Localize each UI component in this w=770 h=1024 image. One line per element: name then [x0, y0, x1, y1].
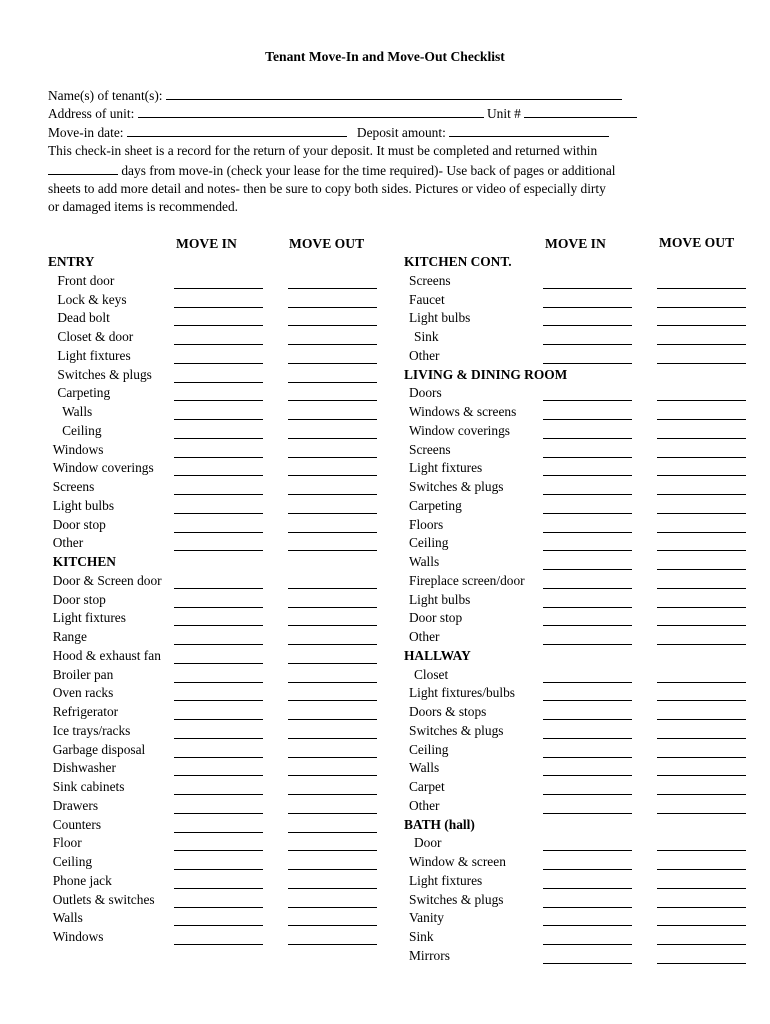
move-out-blank[interactable]: [657, 307, 746, 308]
move-in-blank[interactable]: [174, 513, 263, 514]
checklist-item-label: Screens: [409, 272, 451, 288]
section-heading: HALLWAY: [404, 647, 471, 663]
move-in-blank[interactable]: [174, 663, 263, 664]
checklist-item-label: Broiler pan: [52, 666, 114, 682]
move-out-blank[interactable]: [657, 794, 746, 795]
move-out-blank[interactable]: [657, 813, 746, 814]
move-in-blank[interactable]: [543, 438, 632, 439]
checklist-item-label: Dishwasher: [52, 760, 116, 776]
move-in-blank[interactable]: [543, 419, 632, 420]
move-in-blank[interactable]: [174, 850, 263, 851]
move-in-blank[interactable]: [543, 700, 632, 701]
deposit-field[interactable]: [449, 124, 609, 137]
move-out-blank[interactable]: [288, 944, 377, 945]
checklist-item-label: Ceiling: [62, 422, 102, 438]
checklist-item-label: Door stop: [52, 516, 106, 532]
checklist-item-label: Other: [409, 797, 440, 813]
move-in-blank[interactable]: [174, 738, 263, 739]
move-in-blank[interactable]: [543, 775, 632, 776]
checklist-item-label: Walls: [62, 404, 93, 419]
movein-date-label: Move-in date:: [48, 125, 124, 140]
section-heading: KITCHEN CONT.: [404, 254, 512, 269]
move-in-blank[interactable]: [174, 419, 263, 420]
move-in-blank[interactable]: [174, 344, 263, 345]
movein-date-field[interactable]: [127, 124, 347, 137]
checklist-item-label: Switches & plugs: [409, 479, 504, 494]
left-move-out-header: MOVE OUT: [289, 236, 365, 251]
move-in-blank[interactable]: [174, 813, 263, 814]
move-in-blank[interactable]: [543, 400, 632, 401]
move-out-blank[interactable]: [288, 607, 377, 608]
checklist-item-label: Carpet: [409, 779, 445, 794]
move-in-blank[interactable]: [543, 494, 632, 495]
move-out-blank[interactable]: [657, 344, 746, 345]
instructions-line-1: This check-in sheet is a record for the return of your deposit. It must be completed and returned within: [48, 143, 598, 158]
move-in-blank[interactable]: [543, 944, 632, 945]
move-out-blank[interactable]: [288, 775, 377, 776]
move-out-blank[interactable]: [288, 813, 377, 814]
move-out-blank[interactable]: [288, 307, 377, 308]
move-out-blank[interactable]: [288, 757, 377, 758]
move-in-blank[interactable]: [174, 775, 263, 776]
move-in-blank[interactable]: [543, 550, 632, 551]
move-out-blank[interactable]: [657, 288, 746, 289]
checklist-item-label: Light fixtures: [57, 347, 131, 363]
tenants-label: Name(s) of tenant(s):: [48, 88, 163, 103]
move-in-blank[interactable]: [543, 907, 632, 908]
move-in-blank[interactable]: [174, 588, 263, 589]
move-in-blank[interactable]: [543, 363, 632, 364]
checklist-item-label: Light bulbs: [52, 497, 115, 513]
move-out-blank[interactable]: [657, 869, 746, 870]
move-out-blank[interactable]: [657, 400, 746, 401]
checklist-item-label: Fireplace screen/door: [409, 572, 525, 588]
move-in-blank[interactable]: [543, 963, 632, 964]
move-out-blank[interactable]: [657, 850, 746, 851]
move-out-blank[interactable]: [288, 794, 377, 795]
checklist-item-label: Light fixtures: [52, 610, 126, 626]
move-out-blank[interactable]: [288, 382, 377, 383]
move-in-blank[interactable]: [543, 588, 632, 589]
checklist-item-label: Faucet: [409, 291, 445, 307]
left-move-in-header: MOVE IN: [176, 236, 237, 251]
right-move-out-header: MOVE OUT: [659, 235, 735, 250]
checklist-item-label: Hood & exhaust fan: [52, 647, 161, 663]
move-in-blank[interactable]: [174, 869, 263, 870]
move-in-blank[interactable]: [174, 400, 263, 401]
instructions-line-2: [48, 162, 616, 179]
move-in-blank[interactable]: [543, 738, 632, 739]
move-out-blank[interactable]: [657, 607, 746, 608]
right-move-in-header: MOVE IN: [545, 236, 606, 251]
address-row: [48, 105, 637, 122]
unit-field[interactable]: [524, 105, 637, 118]
move-in-blank[interactable]: [543, 644, 632, 645]
move-out-blank[interactable]: [288, 550, 377, 551]
move-out-blank[interactable]: [288, 457, 377, 458]
checklist-item-label: Floors: [409, 516, 444, 532]
checklist-item-label: Lock & keys: [57, 291, 127, 307]
move-out-blank[interactable]: [657, 532, 746, 533]
checklist-item-label: Light fixtures/bulbs: [409, 685, 516, 701]
checklist-item-label: Carpeting: [409, 497, 462, 513]
move-in-blank[interactable]: [543, 513, 632, 514]
checklist-item-label: Sink: [414, 329, 439, 344]
move-out-blank[interactable]: [657, 700, 746, 701]
move-out-blank[interactable]: [288, 907, 377, 908]
move-in-blank[interactable]: [543, 532, 632, 533]
move-out-blank[interactable]: [657, 325, 746, 326]
move-in-blank[interactable]: [543, 607, 632, 608]
move-out-blank[interactable]: [657, 550, 746, 551]
checklist-item-label: Windows: [52, 929, 104, 944]
move-out-blank[interactable]: [657, 944, 746, 945]
move-out-blank[interactable]: [288, 625, 377, 626]
instructions-line-4: or damaged items is recommended.: [48, 199, 239, 214]
move-out-blank[interactable]: [657, 457, 746, 458]
move-out-blank[interactable]: [288, 832, 377, 833]
checklist-item-label: Drawers: [52, 797, 99, 813]
move-out-blank[interactable]: [288, 850, 377, 851]
section-heading: ENTRY: [48, 254, 95, 269]
move-in-blank[interactable]: [543, 813, 632, 814]
checklist-item-label: Garbage disposal: [52, 741, 146, 757]
move-in-blank[interactable]: [174, 925, 263, 926]
move-out-blank[interactable]: [288, 344, 377, 345]
move-out-blank[interactable]: [657, 625, 746, 626]
checklist-item-label: Windows & screens: [409, 404, 517, 419]
move-out-blank[interactable]: [288, 719, 377, 720]
checklist-item-label: Screens: [52, 479, 95, 494]
checklist-item-label: Walls: [409, 554, 440, 569]
move-out-blank[interactable]: [288, 869, 377, 870]
move-in-blank[interactable]: [174, 832, 263, 833]
checklist-item-label: Walls: [409, 760, 440, 776]
checklist-item-label: Phone jack: [52, 872, 112, 888]
move-in-blank[interactable]: [174, 550, 263, 551]
move-in-blank[interactable]: [174, 325, 263, 326]
move-out-blank[interactable]: [288, 475, 377, 476]
checklist-item-label: Doors & stops: [409, 704, 487, 719]
checklist-item-label: Ice trays/racks: [52, 722, 131, 738]
move-in-blank[interactable]: [543, 757, 632, 758]
move-out-blank[interactable]: [657, 682, 746, 683]
move-in-blank[interactable]: [543, 475, 632, 476]
checklist-item-label: Light fixtures: [409, 872, 483, 888]
checklist-item-label: Window coverings: [52, 460, 154, 476]
move-out-blank[interactable]: [657, 363, 746, 364]
checklist-item-label: Ceiling: [52, 854, 93, 869]
move-in-blank[interactable]: [543, 682, 632, 683]
move-out-blank[interactable]: [657, 438, 746, 439]
checklist-item-label: Floor: [52, 835, 82, 851]
address-field[interactable]: [138, 105, 484, 118]
checklist-item-label: Walls: [52, 910, 83, 926]
move-out-blank[interactable]: [288, 400, 377, 401]
move-out-blank[interactable]: [288, 888, 377, 889]
move-out-blank[interactable]: [288, 438, 377, 439]
move-in-blank[interactable]: [543, 325, 632, 326]
checklist-item-label: Door & Screen door: [52, 572, 162, 588]
checklist-item-label: Front door: [57, 272, 115, 288]
checklist-item-label: Dead bolt: [57, 310, 110, 326]
checklist-item-label: Oven racks: [52, 685, 114, 701]
checklist-item-label: Light fixtures: [409, 460, 483, 476]
section-heading: BATH (hall): [404, 816, 475, 832]
move-in-blank[interactable]: [174, 475, 263, 476]
checklist-item-label: Doors: [409, 385, 442, 401]
checklist-item-label: Door: [414, 835, 442, 851]
document-title: Tenant Move-In and Move-Out Checklist: [265, 49, 505, 64]
checklist-item-label: Vanity: [409, 910, 444, 926]
checklist-item-label: Outlets & switches: [52, 891, 155, 907]
move-in-blank[interactable]: [174, 457, 263, 458]
checklist-item-label: Other: [409, 347, 440, 363]
checklist-item-label: Other: [409, 629, 440, 644]
move-in-blank[interactable]: [174, 625, 263, 626]
move-out-blank[interactable]: [657, 719, 746, 720]
move-in-blank[interactable]: [543, 344, 632, 345]
move-in-blank[interactable]: [543, 794, 632, 795]
address-label: Address of unit:: [48, 106, 135, 121]
tenants-field[interactable]: [166, 87, 622, 100]
section-heading: KITCHEN: [52, 554, 116, 569]
move-out-blank[interactable]: [288, 513, 377, 514]
move-in-blank[interactable]: [543, 625, 632, 626]
checklist-item-label: Closet & door: [57, 329, 134, 344]
move-out-blank[interactable]: [288, 363, 377, 364]
checklist-item-label: Windows: [52, 441, 104, 457]
move-out-blank[interactable]: [288, 663, 377, 664]
move-in-blank[interactable]: [543, 307, 632, 308]
instructions-line-2-text: days from move-in (check your lease for the time required)- Use back of pages or additional: [121, 163, 616, 178]
checklist-item-label: Door stop: [52, 591, 106, 607]
checklist-item-label: Closet: [414, 666, 449, 682]
checklist-item-label: Light bulbs: [409, 310, 471, 326]
move-in-blank[interactable]: [174, 382, 263, 383]
move-in-blank[interactable]: [174, 288, 263, 289]
move-out-blank[interactable]: [657, 644, 746, 645]
move-out-blank[interactable]: [657, 475, 746, 476]
move-out-blank[interactable]: [657, 888, 746, 889]
checklist-item-label: Switches & plugs: [409, 891, 504, 907]
move-in-blank[interactable]: [174, 532, 263, 533]
move-in-blank[interactable]: [174, 794, 263, 795]
move-in-blank[interactable]: [543, 925, 632, 926]
move-in-blank[interactable]: [174, 888, 263, 889]
move-in-blank[interactable]: [174, 907, 263, 908]
move-in-blank[interactable]: [543, 850, 632, 851]
section-heading: LIVING & DINING ROOM: [404, 366, 568, 382]
move-in-blank[interactable]: [174, 944, 263, 945]
move-in-blank[interactable]: [543, 719, 632, 720]
movein-row: [48, 124, 609, 141]
move-out-blank[interactable]: [288, 532, 377, 533]
checklist-item-label: Ceiling: [409, 535, 449, 551]
move-out-blank[interactable]: [288, 925, 377, 926]
checklist-item-label: Range: [52, 629, 87, 644]
move-in-blank[interactable]: [174, 494, 263, 495]
checklist-item-label: Window coverings: [409, 422, 510, 438]
checklist-item-label: Switches & plugs: [409, 722, 504, 738]
deposit-label: Deposit amount:: [356, 125, 446, 140]
move-in-blank[interactable]: [543, 888, 632, 889]
move-out-blank[interactable]: [288, 288, 377, 289]
move-out-blank[interactable]: [657, 757, 746, 758]
instructions-line-3: sheets to add more detail and notes- then be sure to copy both sides. Pictures or video of especially dirty: [48, 181, 606, 196]
move-in-blank[interactable]: [174, 682, 263, 683]
move-out-blank[interactable]: [288, 644, 377, 645]
checklist-item-label: Light bulbs: [409, 591, 471, 607]
move-out-blank[interactable]: [288, 588, 377, 589]
move-out-blank[interactable]: [657, 513, 746, 514]
checklist-item-label: Sink: [409, 929, 434, 944]
move-in-blank[interactable]: [174, 644, 263, 645]
move-in-blank[interactable]: [543, 569, 632, 570]
move-out-blank[interactable]: [657, 775, 746, 776]
tenants-row: [48, 87, 622, 104]
move-out-blank[interactable]: [657, 419, 746, 420]
move-out-blank[interactable]: [288, 419, 377, 420]
checklist-item-label: Carpeting: [57, 385, 111, 401]
checklist-item-label: Screens: [409, 441, 451, 457]
move-out-blank[interactable]: [657, 738, 746, 739]
move-out-blank[interactable]: [657, 907, 746, 908]
checklist-item-label: Other: [52, 535, 84, 551]
checklist-item-label: Refrigerator: [52, 704, 119, 719]
move-in-blank[interactable]: [174, 757, 263, 758]
move-in-blank[interactable]: [174, 363, 263, 364]
move-out-blank[interactable]: [657, 963, 746, 964]
checklist-item-label: Sink cabinets: [52, 779, 125, 794]
move-in-blank[interactable]: [174, 607, 263, 608]
move-in-blank[interactable]: [174, 307, 263, 308]
checklist-item-label: Mirrors: [409, 947, 450, 963]
move-out-blank[interactable]: [657, 494, 746, 495]
move-in-blank[interactable]: [543, 288, 632, 289]
checklist-item-label: Window & screen: [409, 854, 506, 869]
move-in-blank[interactable]: [174, 438, 263, 439]
move-out-blank[interactable]: [288, 325, 377, 326]
checklist-item-label: Counters: [52, 816, 102, 832]
unit-label: Unit #: [487, 106, 521, 121]
move-out-blank[interactable]: [288, 700, 377, 701]
move-in-blank[interactable]: [543, 869, 632, 870]
move-out-blank[interactable]: [657, 569, 746, 570]
checklist-item-label: Door stop: [409, 610, 463, 626]
move-in-blank[interactable]: [543, 457, 632, 458]
move-out-blank[interactable]: [288, 738, 377, 739]
move-out-blank[interactable]: [657, 588, 746, 589]
move-out-blank[interactable]: [288, 682, 377, 683]
checklist-item-label: Ceiling: [409, 741, 449, 757]
days-field[interactable]: [48, 162, 118, 175]
move-out-blank[interactable]: [288, 494, 377, 495]
move-in-blank[interactable]: [174, 719, 263, 720]
move-out-blank[interactable]: [657, 925, 746, 926]
checklist-item-label: Switches & plugs: [57, 366, 152, 382]
move-in-blank[interactable]: [174, 700, 263, 701]
